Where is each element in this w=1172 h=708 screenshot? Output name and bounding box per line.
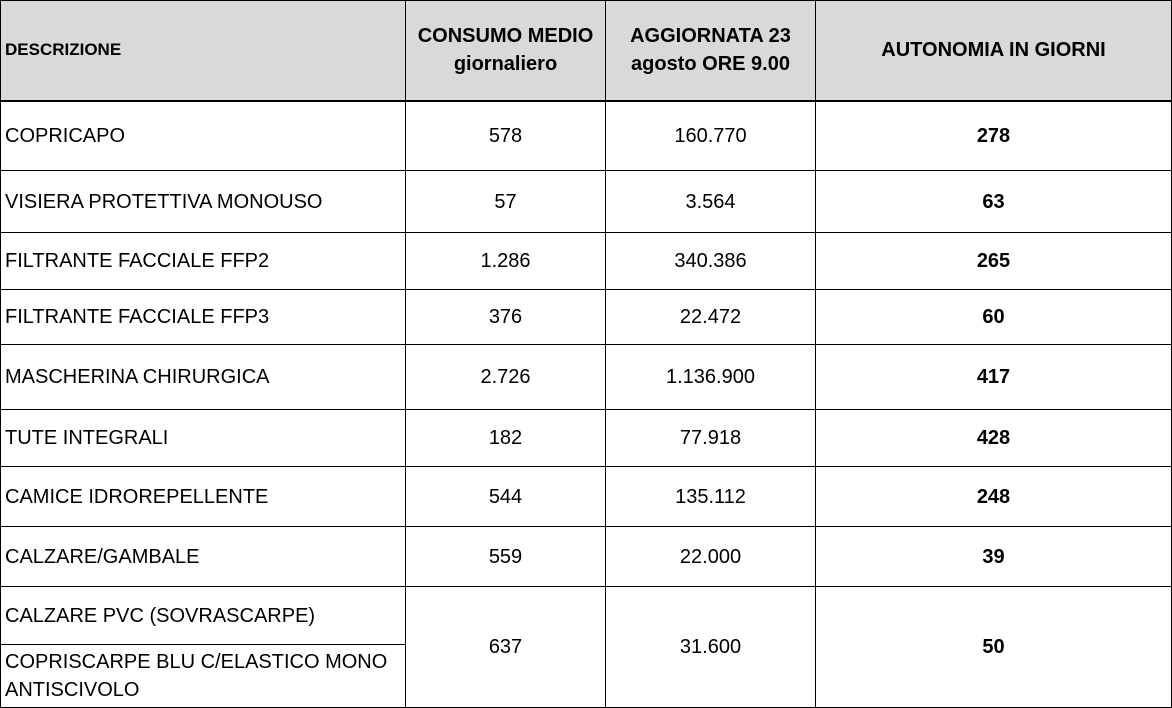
cell-aggiornata: 77.918 xyxy=(606,410,816,467)
header-consumo: CONSUMO MEDIO giornaliero xyxy=(406,1,606,101)
cell-autonomia: 417 xyxy=(816,345,1172,410)
cell-consumo: 544 xyxy=(406,467,606,527)
cell-descrizione: COPRISCARPE BLU C/ELASTICO MONO ANTISCIVOLO xyxy=(1,645,406,708)
cell-consumo: 559 xyxy=(406,527,606,587)
cell-aggiornata: 135.112 xyxy=(606,467,816,527)
cell-aggiornata: 1.136.900 xyxy=(606,345,816,410)
cell-autonomia: 265 xyxy=(816,233,1172,290)
cell-autonomia: 278 xyxy=(816,101,1172,171)
cell-consumo: 376 xyxy=(406,290,606,345)
cell-autonomia: 63 xyxy=(816,171,1172,233)
table-row xyxy=(1,467,1172,527)
cell-descrizione: FILTRANTE FACCIALE FFP2 xyxy=(1,233,406,290)
cell-descrizione: CALZARE PVC (SOVRASCARPE) xyxy=(1,587,406,645)
cell-descrizione: TUTE INTEGRALI xyxy=(1,410,406,467)
table-row xyxy=(1,171,1172,233)
table-row xyxy=(1,345,1172,410)
cell-autonomia: 39 xyxy=(816,527,1172,587)
cell-autonomia: 248 xyxy=(816,467,1172,527)
cell-autonomia: 50 xyxy=(816,587,1172,708)
cell-descrizione: COPRICAPO xyxy=(1,101,406,171)
cell-aggiornata: 3.564 xyxy=(606,171,816,233)
header-descrizione: DESCRIZIONE xyxy=(1,1,406,101)
cell-aggiornata: 22.472 xyxy=(606,290,816,345)
cell-descrizione: CALZARE/GAMBALE xyxy=(1,527,406,587)
table-row xyxy=(1,527,1172,587)
cell-aggiornata: 31.600 xyxy=(606,587,816,708)
header-autonomia: AUTONOMIA IN GIORNI xyxy=(816,1,1172,101)
cell-descrizione: FILTRANTE FACCIALE FFP3 xyxy=(1,290,406,345)
cell-consumo: 182 xyxy=(406,410,606,467)
cell-consumo: 578 xyxy=(406,101,606,171)
cell-aggiornata: 160.770 xyxy=(606,101,816,171)
cell-aggiornata: 340.386 xyxy=(606,233,816,290)
cell-aggiornata: 22.000 xyxy=(606,527,816,587)
table-row-merged xyxy=(1,587,1172,645)
table-row xyxy=(1,233,1172,290)
table-row xyxy=(1,101,1172,171)
cell-descrizione: MASCHERINA CHIRURGICA xyxy=(1,345,406,410)
cell-descrizione: VISIERA PROTETTIVA MONOUSO xyxy=(1,171,406,233)
header-row xyxy=(1,1,1172,101)
cell-consumo: 2.726 xyxy=(406,345,606,410)
cell-autonomia: 428 xyxy=(816,410,1172,467)
table-row xyxy=(1,410,1172,467)
table-row xyxy=(1,290,1172,345)
cell-consumo: 637 xyxy=(406,587,606,708)
cell-descrizione: CAMICE IDROREPELLENTE xyxy=(1,467,406,527)
cell-consumo: 1.286 xyxy=(406,233,606,290)
cell-consumo: 57 xyxy=(406,171,606,233)
header-aggiornata: AGGIORNATA 23 agosto ORE 9.00 xyxy=(606,1,816,101)
cell-autonomia: 60 xyxy=(816,290,1172,345)
